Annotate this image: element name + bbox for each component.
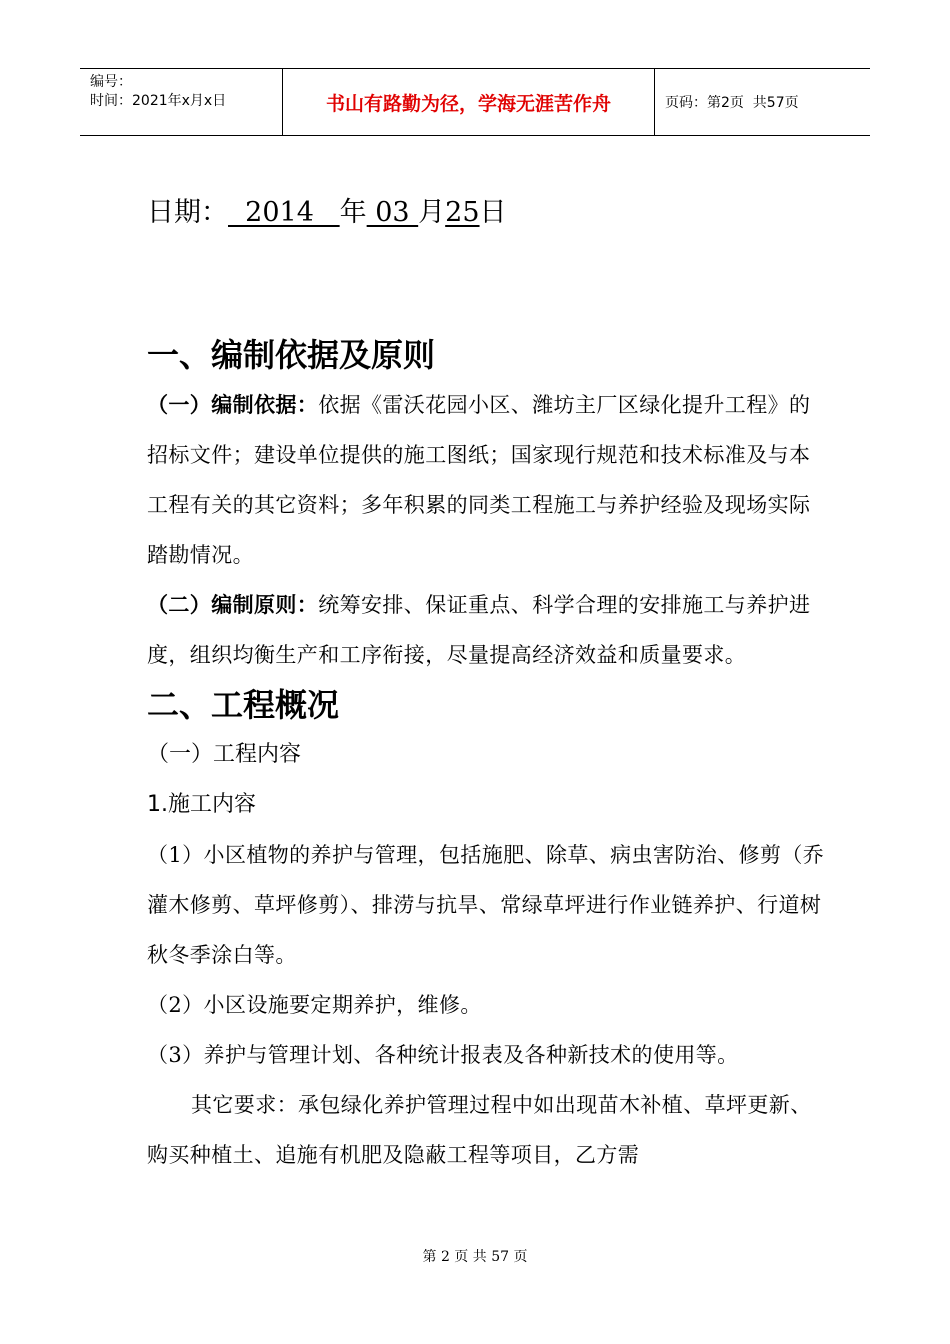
page-header: [80, 68, 870, 136]
header-meta: [80, 69, 282, 135]
principle-label: （二）编制原则：: [147, 593, 319, 617]
date-month-unit: 月: [418, 197, 446, 228]
other-requirements-paragraph: 其它要求：承包绿化养护管理过程中如出现苗木补植、草坪更新、购买种植土、追施有机肥及隐蔽工程等项目，乙方需: [147, 1093, 812, 1167]
section-title-1: 一、编制依据及原则: [147, 336, 436, 374]
list-item: （2）小区设施要定期养护，维修。: [147, 993, 482, 1017]
date-day: 25: [445, 197, 480, 228]
list-item: （3）养护与管理计划、各种统计报表及各种新技术的使用等。: [147, 1043, 739, 1067]
principle-paragraph: [147, 580, 827, 680]
date-month: 03: [366, 197, 419, 228]
header-motto: 书山有路勤为径，学海无涯苦作舟: [282, 69, 655, 135]
basis-paragraph: [147, 380, 827, 580]
document-body: [147, 330, 827, 1180]
date-day-unit: 日: [479, 197, 507, 228]
document-time-label: 时间：2021年x月x日: [90, 93, 227, 109]
list-item: （1）小区植物的养护与管理，包括施肥、除草、病虫害防治、修剪（乔灌木修剪、草坪修剪）、排涝与抗旱、常绿草坪进行作业链养护、行道树秋冬季涂白等。: [147, 843, 825, 967]
date-line: [147, 190, 507, 229]
subsection-item-title: 1.施工内容: [147, 792, 256, 817]
subsection-title: （一）工程内容: [147, 742, 302, 767]
document-number-label: 编号：: [90, 74, 132, 90]
page-footer: 第 2 页 共 57 页: [422, 1249, 528, 1265]
date-year-unit: 年: [339, 197, 367, 228]
basis-label: （一）编制依据：: [147, 393, 319, 417]
header-page-info: 页码：第2页 共57页: [665, 95, 799, 111]
date-label: 日期：: [147, 197, 228, 228]
basis-text: 依据《雷沃花园小区、潍坊主厂区绿化提升工程》的招标文件；建设单位提供的施工图纸；国家现行规范和技术标准及与本工程有关的其它资料；多年积累的同类工程施工与养护经验及现场实际踏勘情况。: [147, 393, 811, 567]
principle-text: 统筹安排、保证重点、科学合理的安排施工与养护进度，组织均衡生产和工序衔接，尽量提高经济效益和质量要求。: [147, 593, 811, 667]
date-year: 2014: [228, 197, 340, 228]
section-title-2: 二、工程概况: [147, 686, 340, 724]
